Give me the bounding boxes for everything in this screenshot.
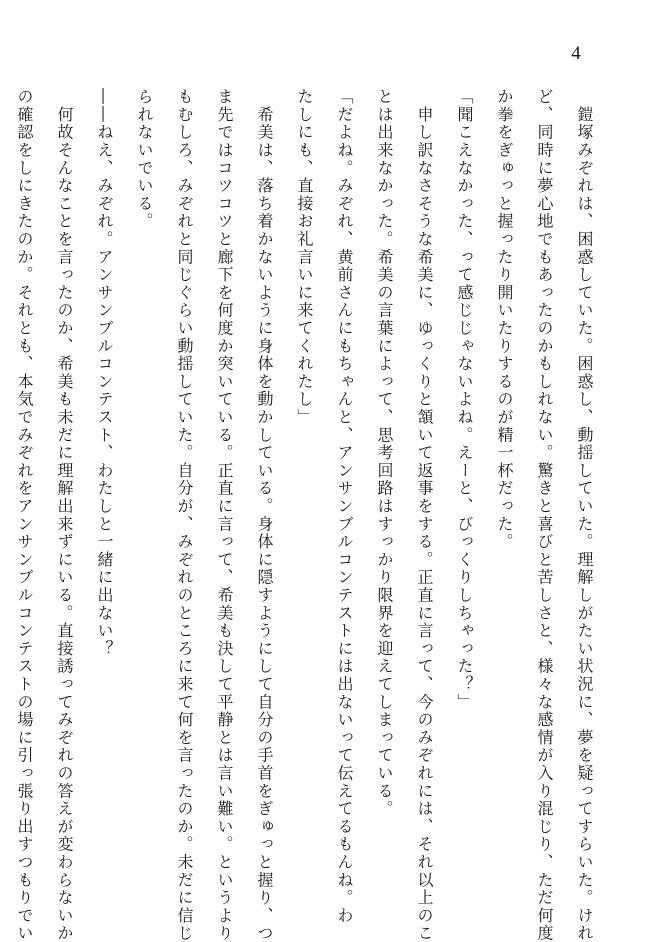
text-column: られないでいる。 <box>135 88 154 231</box>
text-column: 「聞こえなかった、って感じじゃないよね。えーと、びっくりしちゃった？」 <box>455 88 474 711</box>
text-column: ――ねえ、みぞれ。アンサンブルコンテスト、わたしと一緒に出ない？ <box>95 88 114 658</box>
text-column: 申し訳なさそうな希美に、ゆっくりと頷いて返事をする。正直に言って、今のみぞれには、それ以上のこ <box>415 88 434 942</box>
text-column: ど、同時に夢心地でもあったのかもしれない。驚きと喜びと苦しさと、様々な感情が入り混じり、ただ何度 <box>535 88 554 942</box>
novel-text-block <box>15 88 604 942</box>
text-column: たしにも、直接お礼言いに来てくれたし」 <box>295 88 314 427</box>
text-column: の確認をしにきたのか。それとも、本気でみぞれをアンサンブルコンテストの場に引っ張り出すつもりでい <box>15 88 34 942</box>
text-column: 鎧塚みぞれは、困惑していた。困惑し、動揺していた。理解しがたい状況に、夢を疑ってすらいた。けれ <box>575 88 594 942</box>
text-column: とは出来なかった。希美の言葉によって、思考回路はすっかり限界を迎えてしまっている。 <box>375 88 394 818</box>
text-column: もむしろ、みぞれと同じぐらい動揺していた。自分が、みぞれのところに来て何を言ったのか。未だに信じ <box>175 88 194 942</box>
text-column: ま先ではコツコツと廊下を何度か突いている。正直に言って、希美も決して平静とは言い難い。というより <box>215 88 234 942</box>
text-column: 「だよね。みぞれ、黄前さんにもちゃんと、アンサンブルコンテストには出ないって伝えてるもんね。わ <box>335 88 354 925</box>
text-column: 何故そんなことを言ったのか、希美も未だに理解出来ずにいる。直接誘ってみぞれの答えが変わらないか <box>55 88 74 942</box>
text-column: か拳をぎゅっと握ったり開いたりするのが精一杯だった。 <box>495 88 514 551</box>
text-column: 希美は、落ち着かないように身体を動かしている。身体に隠すようにして自分の手首をぎゅっと握り、つ <box>255 88 274 942</box>
page-number: 4 <box>571 43 581 64</box>
